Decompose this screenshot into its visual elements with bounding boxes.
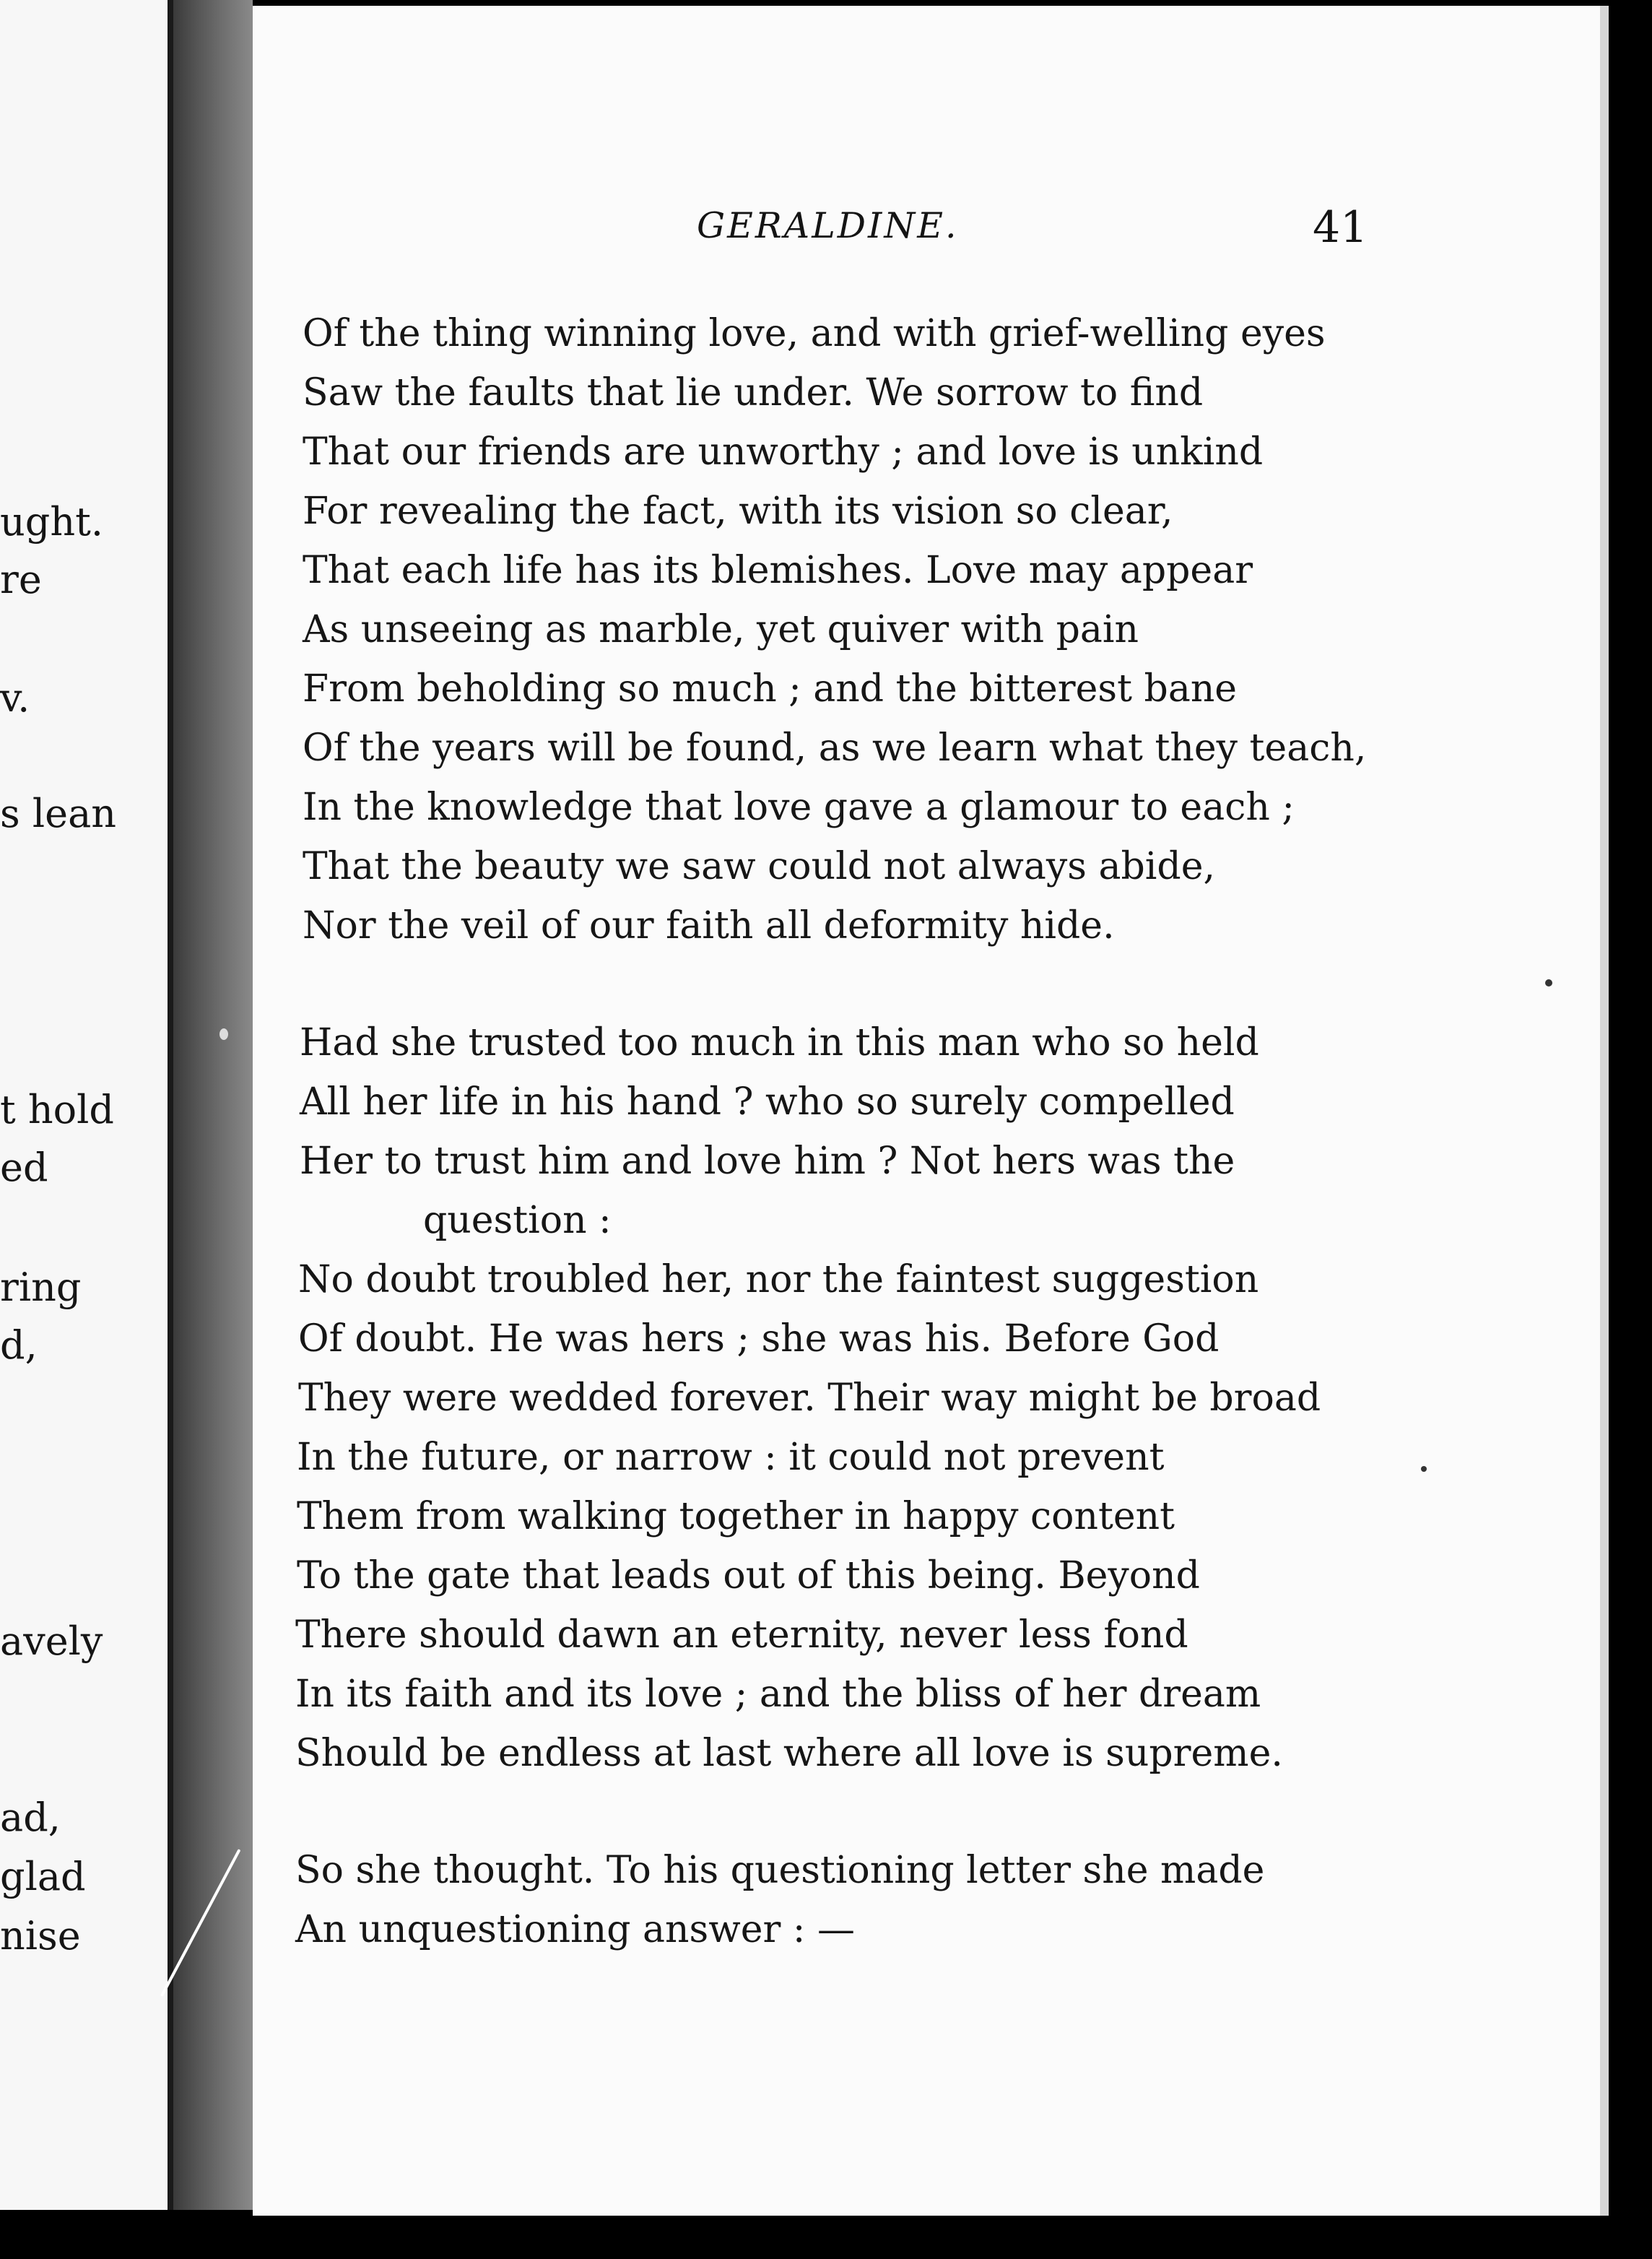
poem-line: For revealing the fact, with its vision so clear, (303, 490, 1173, 533)
left-page-fragment: ed (0, 1145, 48, 1190)
poem-line: They were wedded forever. Their way might be broad (298, 1376, 1321, 1420)
left-page-fragment: ad, (0, 1795, 61, 1840)
previous-page (0, 0, 173, 2210)
poem-line: That the beauty we saw could not always abide, (303, 845, 1216, 888)
left-page-fragment: ught. (0, 499, 103, 545)
left-page-fragment: re (0, 557, 42, 602)
running-title: GERALDINE. (697, 205, 959, 246)
poem-line: As unseeing as marble, yet quiver with pain (303, 608, 1139, 651)
book-gutter-shadow (173, 0, 253, 2210)
scan-speck (1421, 1466, 1427, 1472)
left-page-fragment: glad (0, 1854, 86, 1899)
poem-line: Them from walking together in happy content (297, 1495, 1175, 1538)
poem-line: Of doubt. He was hers ; she was his. Before God (298, 1317, 1220, 1361)
poem-line: To the gate that leads out of this being. Beyond (297, 1554, 1200, 1597)
page-right-edge (1600, 6, 1609, 2216)
left-page-fragment: t hold (0, 1087, 114, 1132)
left-page-fragment: v. (0, 675, 30, 721)
scan-speck (219, 1028, 228, 1040)
left-page-fragment: d, (0, 1322, 38, 1368)
poem-line: Nor the veil of our faith all deformity hide. (303, 904, 1115, 948)
poem-line: So she thought. To his questioning letter she made (295, 1849, 1265, 1892)
left-page-fragment: nise (0, 1913, 81, 1959)
poem-line: There should dawn an eternity, never less fond (295, 1613, 1188, 1657)
poem-line: Should be endless at last where all love is supreme. (295, 1732, 1283, 1775)
poem-line: Of the thing winning love, and with grief-welling eyes (303, 312, 1326, 355)
poem-line: From beholding so much ; and the bitterest bane (303, 667, 1238, 711)
left-page-fragment: avely (0, 1618, 103, 1664)
poem-line: Saw the faults that lie under. We sorrow to find (303, 371, 1204, 415)
poem-line: In the knowledge that love gave a glamour to each ; (303, 786, 1295, 829)
left-page-fragment: ring (0, 1265, 82, 1310)
poem-line: An unquestioning answer : — (295, 1908, 855, 1951)
page-number: 41 (1313, 202, 1368, 253)
poem-line: In the future, or narrow : it could not prevent (297, 1436, 1165, 1479)
poem-line: That our friends are unworthy ; and love is unkind (303, 430, 1264, 474)
left-page-fragment: s lean (0, 791, 117, 836)
poem-line: Of the years will be found, as we learn what they teach, (303, 727, 1367, 770)
poem-line-continuation: question : (423, 1199, 612, 1242)
poem-line: That each life has its blemishes. Love may appear (303, 549, 1253, 592)
scan-speck (1545, 979, 1552, 987)
poem-line: Had she trusted too much in this man who so held (300, 1021, 1259, 1065)
poem-line: Her to trust him and love him ? Not hers was the (300, 1140, 1235, 1183)
poem-line: All her life in his hand ? who so surely compelled (300, 1080, 1235, 1124)
poem-line: In its faith and its love ; and the bliss of her dream (295, 1673, 1261, 1716)
poem-line: No doubt troubled her, nor the faintest suggestion (298, 1258, 1259, 1301)
